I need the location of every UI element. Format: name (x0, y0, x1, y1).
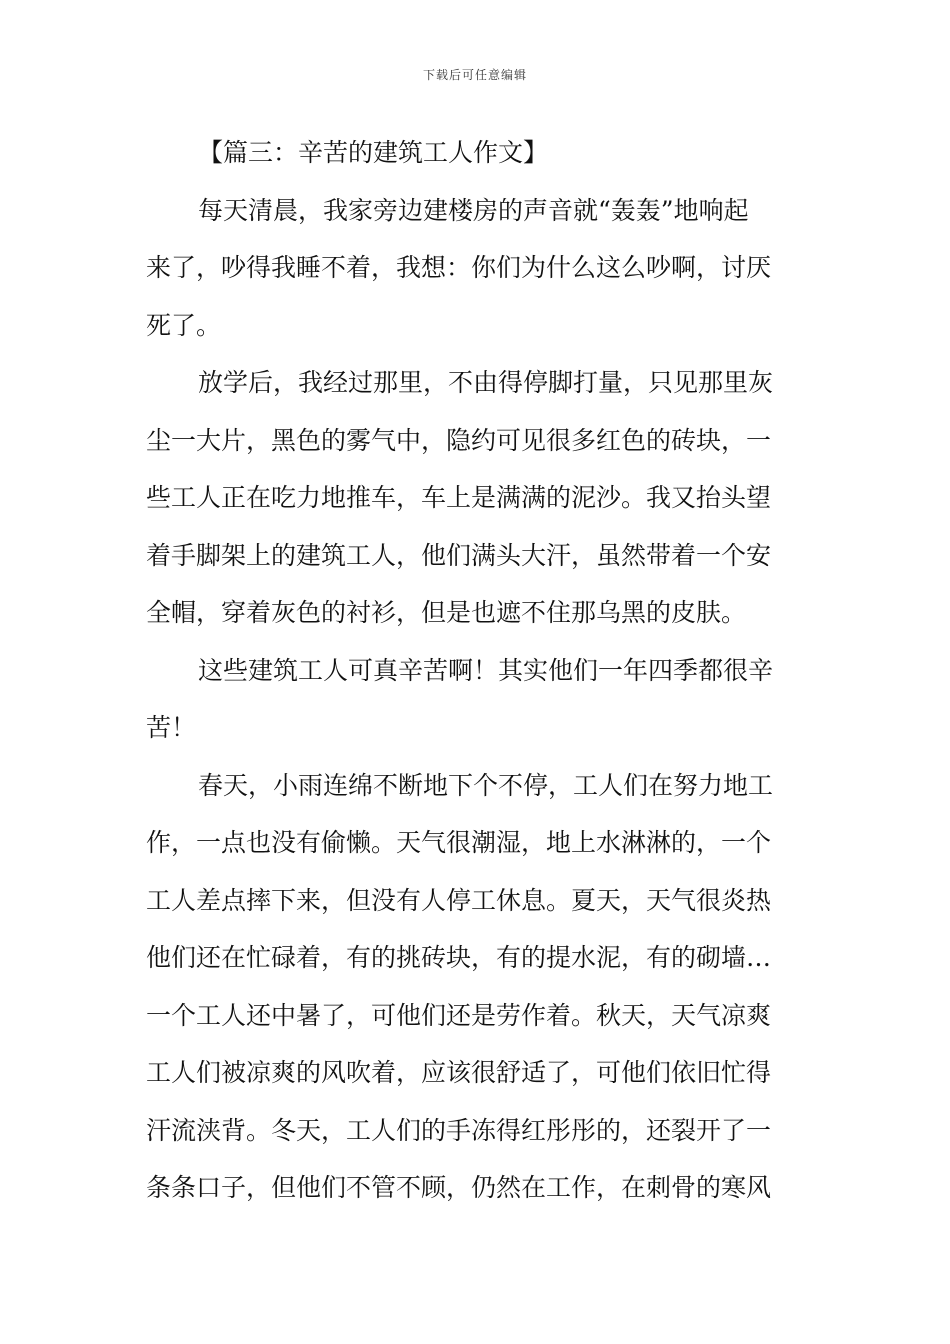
essay-title: 【篇三：辛苦的建筑工人作文】 (198, 138, 549, 167)
text-line: 这些建筑工人可真辛苦啊！其实他们一年四季都很辛 (198, 655, 774, 685)
text-line: 一个工人还中暑了，可他们还是劳作着。秋天，天气凉爽 (146, 1000, 772, 1030)
text-line: 放学后，我经过那里，不由得停脚打量，只见那里灰 (198, 368, 774, 397)
header-note: 下载后可任意编辑 (422, 68, 527, 82)
text-line: 春天，小雨连绵不断地下个不停，工人们在努力地工 (198, 770, 774, 800)
text-line: 死了。 (146, 310, 222, 340)
text-line: 全帽，穿着灰色的衬衫，但是也遮不住那乌黑的皮肤。 (146, 598, 747, 627)
text-line: 尘一大片，黑色的雾气中，隐约可见很多红色的砖块，一 (146, 425, 772, 455)
text-line: 来了，吵得我睡不着，我想：你们为什么这么吵啊，讨厌 (146, 253, 772, 282)
text-line: 条条口子，但他们不管不顾，仍然在工作，在刺骨的寒风 (146, 1173, 772, 1202)
text-line: 些工人正在吃力地推车，车上是满满的泥沙。我又抬头望 (146, 483, 772, 512)
text-line: 工人差点摔下来，但没有人停工休息。夏天，天气很炎热 (146, 885, 772, 915)
essay-body (146, 124, 806, 1217)
text-line: 苦！ (146, 713, 197, 742)
text-line: 工人们被凉爽的风吹着，应该很舒适了，可他们依旧忙得 (146, 1058, 772, 1087)
essay-lines (146, 182, 806, 1217)
text-line: 作，一点也没有偷懒。天气很潮湿，地上水淋淋的，一个 (146, 828, 772, 857)
text-line: 每天清晨，我家旁边建楼房的声音就“轰轰”地响起 (198, 195, 749, 225)
text-line: 汗流浃背。冬天，工人们的手冻得红彤彤的，还裂开了一 (146, 1115, 772, 1145)
text-line: 他们还在忙碌着，有的挑砖块，有的提水泥，有的砌墙… (146, 943, 772, 972)
text-line: 着手脚架上的建筑工人，他们满头大汗，虽然带着一个安 (146, 540, 772, 570)
